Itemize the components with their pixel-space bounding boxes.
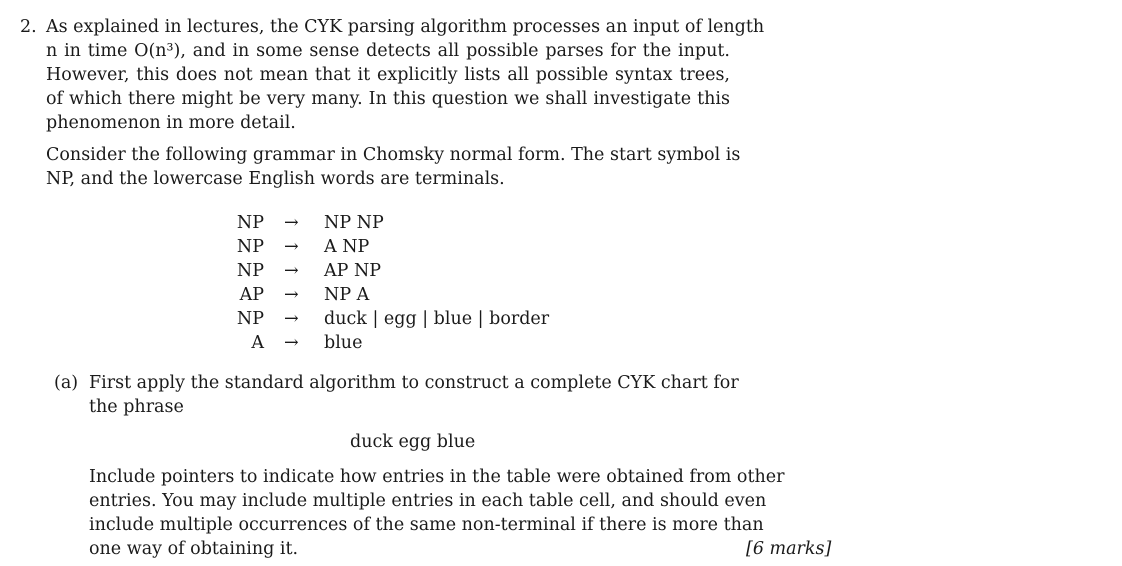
rule-lhs: NP xyxy=(236,237,264,257)
intro-line: As explained in lectures, the CYK parsing algorithm processes an input of length xyxy=(46,17,765,37)
rule-lhs: NP xyxy=(236,309,264,329)
rule-arrow: → xyxy=(284,309,299,329)
example-phrase: duck egg blue xyxy=(350,432,476,452)
intro-paragraph xyxy=(46,15,765,135)
part-a-instruction-line: Include pointers to indicate how entries in the table were obtained from other xyxy=(89,467,785,487)
rule-lhs: NP xyxy=(236,213,264,233)
rule-rhs: NP A xyxy=(324,285,370,305)
rule-arrow: → xyxy=(284,213,299,233)
grammar-intro-line: Consider the following grammar in Chomsky normal form. The start symbol is xyxy=(46,145,741,165)
part-a-line: the phrase xyxy=(89,397,184,417)
grammar-intro-line: NP, and the lowercase English words are terminals. xyxy=(46,169,505,189)
rule-lhs: A xyxy=(251,333,264,353)
rule-arrow: → xyxy=(284,237,299,257)
part-a-label: (a) xyxy=(54,373,79,393)
intro-line: phenomenon in more detail. xyxy=(46,113,296,133)
rule-arrow: → xyxy=(284,333,299,353)
intro-line: of which there might be very many. In this question we shall investigate this xyxy=(46,89,730,109)
rule-rhs: duck | egg | blue | border xyxy=(324,309,550,329)
question-number: 2. xyxy=(20,17,37,37)
part-a-text xyxy=(89,371,739,419)
rule-lhs: AP xyxy=(239,285,264,305)
marks-label: [6 marks] xyxy=(746,539,832,559)
part-a-line: First apply the standard algorithm to construct a complete CYK chart for xyxy=(89,373,739,393)
part-a-instruction-line: one way of obtaining it. xyxy=(89,539,299,559)
rule-arrow: → xyxy=(284,285,299,305)
rule-rhs: NP NP xyxy=(324,213,384,233)
rule-rhs: AP NP xyxy=(324,261,382,281)
rule-rhs: A NP xyxy=(324,237,370,257)
part-a-instruction-line: entries. You may include multiple entries in each table cell, and should even xyxy=(89,491,767,511)
rule-rhs: blue xyxy=(324,333,363,353)
intro-line: However, this does not mean that it explicitly lists all possible syntax trees, xyxy=(46,65,730,85)
part-a-instructions xyxy=(89,465,785,561)
rule-lhs: NP xyxy=(236,261,264,281)
rule-arrow: → xyxy=(284,261,299,281)
part-a-instruction-line: include multiple occurrences of the same non-terminal if there is more than xyxy=(89,515,764,535)
grammar-intro-paragraph xyxy=(46,143,741,191)
intro-line: n in time O(n³), and in some sense detects all possible parses for the input. xyxy=(46,41,730,61)
